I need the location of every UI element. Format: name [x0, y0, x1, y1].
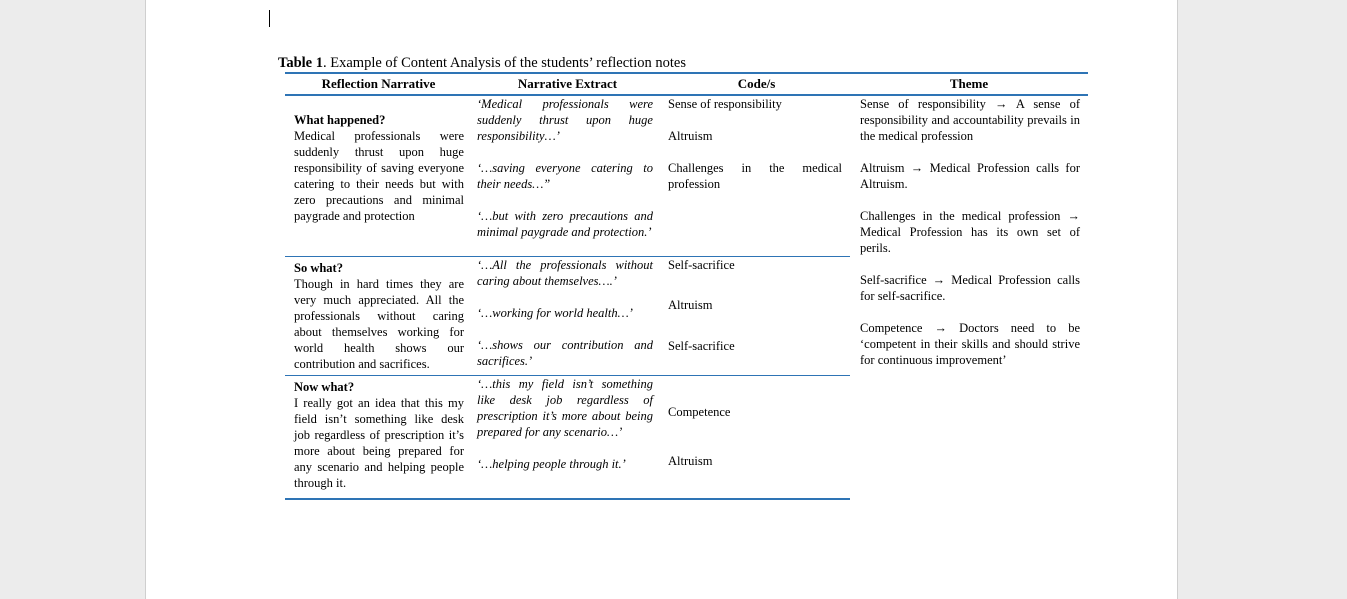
extract-text: ‘…saving everyone catering to their needs…”: [477, 161, 653, 191]
code-cell: [663, 256, 850, 375]
narrative-text: Medical professionals were suddenly thrust upon huge responsibility of saving everyone catering to their needs but with zero precautions and minimal paygrade and protection: [294, 129, 464, 223]
code-cell: [663, 95, 850, 256]
table-row: [285, 95, 1088, 256]
narrative-heading: Now what?: [294, 379, 355, 394]
header-reflection-narrative: Reflection Narrative: [321, 76, 436, 91]
code-text: Self-sacrifice: [668, 257, 735, 272]
narrative-heading: So what?: [294, 260, 343, 275]
extract-cell: [472, 256, 663, 375]
code-text: Sense of responsibility: [668, 97, 782, 111]
table-caption-text: . Example of Content Analysis of the students’ reflection notes: [323, 55, 686, 71]
narrative-cell: [285, 375, 472, 499]
extract-text: ‘…helping people through it.’: [477, 456, 626, 471]
header-theme: Theme: [949, 76, 989, 91]
code-text: Altruism: [668, 129, 713, 143]
extract-text: ‘…All the professionals without caring about themselves….’: [477, 257, 653, 288]
narrative-text: Though in hard times they are very much appreciated. All the professionals without caring about themselves working for world health shows our contribution and sacrifices.: [294, 276, 464, 371]
header-narrative-extract: Narrative Extract: [517, 76, 618, 91]
theme-text: Self-sacrifice → Medical Profession calls for self-sacrifice.: [860, 273, 1080, 303]
extract-cell: [472, 375, 663, 499]
theme-text: Sense of responsibility → A sense of responsibility and accountability prevails in the medical profession: [860, 97, 1080, 143]
extract-text: ‘…shows our contribution and sacrifices.’: [477, 337, 653, 368]
text-cursor: [269, 10, 270, 27]
theme-text: Competence → Doctors need to be ‘competent in their skills and should strive for continuous improvement’: [860, 321, 1080, 367]
code-cell: [663, 375, 850, 499]
narrative-cell: [285, 256, 472, 375]
theme-cell: [850, 95, 1088, 499]
code-text: Challenges in the medical profession: [668, 161, 842, 191]
narrative-text: I really got an idea that this my field isn’t something like desk job regardless of prescription it’s more about being prepared for any scenario and helping people through it.: [294, 395, 464, 490]
code-text: Altruism: [668, 297, 713, 312]
code-text: Competence: [668, 404, 731, 419]
narrative-heading: What happened?: [294, 113, 386, 127]
extract-cell: [472, 95, 663, 256]
narrative-cell: [285, 95, 472, 256]
document-page: [145, 0, 1178, 599]
table-caption: [278, 54, 686, 72]
theme-text: Challenges in the medical profession → Medical Profession has its own set of perils.: [860, 209, 1080, 255]
code-text: Self-sacrifice: [668, 338, 735, 353]
content-analysis-table: [285, 72, 1088, 500]
extract-text: ‘…but with zero precautions and minimal paygrade and protection.’: [477, 209, 653, 239]
header-codes: Code/s: [737, 76, 776, 91]
theme-text: Altruism → Medical Profession calls for Altruism.: [860, 161, 1080, 191]
table-header-row: [285, 73, 1088, 95]
extract-text: ‘Medical professionals were suddenly thrust upon huge responsibility…’: [477, 97, 653, 143]
extract-text: ‘…working for world health…’: [477, 305, 633, 320]
table-caption-label: Table 1: [278, 55, 323, 71]
code-text: Altruism: [668, 453, 713, 468]
extract-text: ‘…this my field isn’t something like desk job regardless of prescription it’s more about being prepared for any scenario…’: [477, 376, 653, 439]
